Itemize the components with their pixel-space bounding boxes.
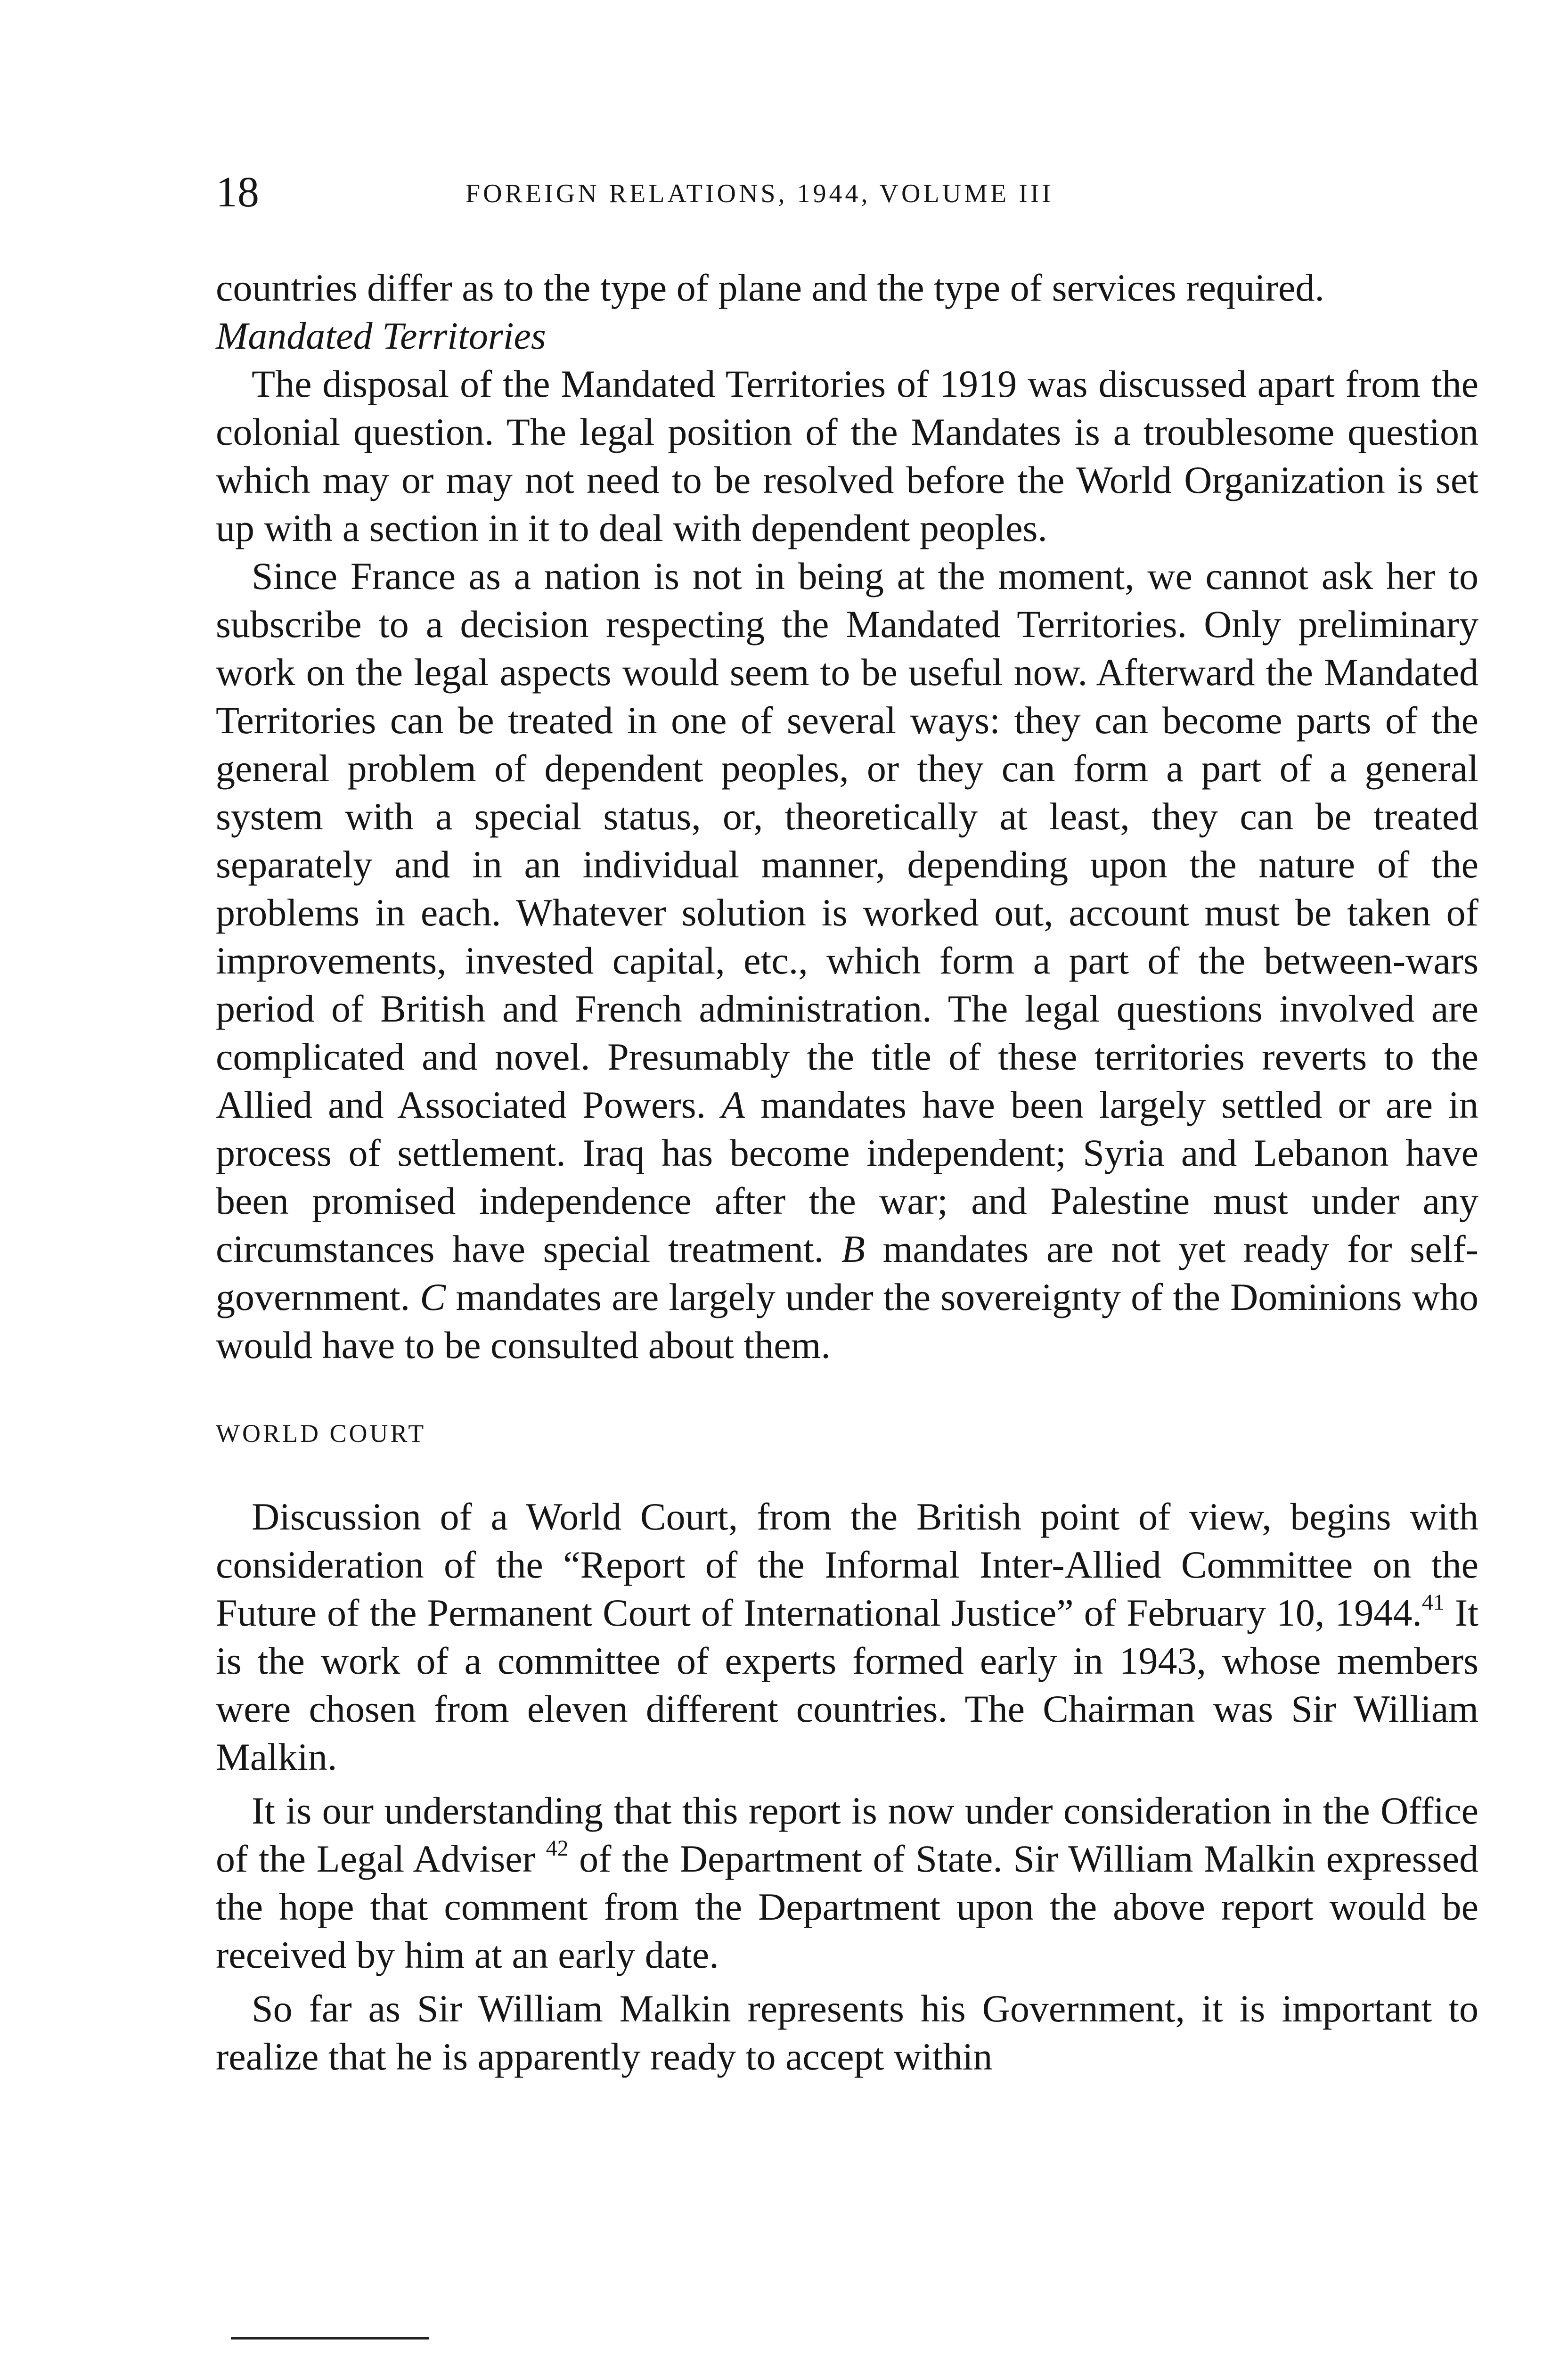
paragraph-world-court-text-2: It is the work of a committee of experts formed early in 1943, whose members were chosen from eleven different countries. The Chairman was Sir William Malkin. (216, 1591, 1478, 1778)
paragraph-legal-adviser-text-2: of the Department of State. Sir William Malkin expressed the hope that comment from the Department upon the above report would be received by him at an early date. (216, 1837, 1478, 1976)
paragraph-world-court (216, 1493, 1478, 1781)
page-header (216, 166, 1478, 222)
subheading-mandated-territories: Mandated Territories (216, 314, 546, 357)
paragraph-legal-adviser-text-1: It is our understanding that this report is now under consideration in the Office of the Legal Adviser (216, 1789, 1478, 1880)
page-number: 18 (216, 168, 259, 216)
paragraph-mandates-disposal: The disposal of the Mandated Territories of 1919 was discussed apart from the colonial question. The legal position of the Mandates is a troublesome question which may or may not need to be resolved before the World Organization is set up with a section in it to deal with dependent peoples. (216, 362, 1478, 549)
paragraph-world-court-text-1: Discussion of a World Court, from the British point of view, begins with consideration of the “Report of the Informal Inter-Allied Committee on the Future of the Permanent Court of International Justice” of February 10, 1944. (216, 1495, 1478, 1634)
footnote-ref-42: 42 (546, 1836, 569, 1861)
paragraph-legal-adviser (216, 1787, 1478, 1979)
running-head: FOREIGN RELATIONS, 1944, VOLUME III (466, 179, 1054, 208)
body-text (216, 264, 1478, 2081)
mandate-class-b-text: mandates are not yet ready for self-government. (216, 1227, 1478, 1318)
mandate-class-c: C (420, 1276, 446, 1318)
paragraph-continuation: countries differ as to the type of plane and the type of services required. (216, 266, 1324, 309)
mandate-class-c-text: mandates are largely under the sovereignty of the Dominions who would have to be consulted about them. (216, 1276, 1478, 1366)
paragraph-france-mandates (216, 552, 1478, 1369)
section-heading-world-court: WORLD COURT (216, 1419, 426, 1448)
mandate-class-a: A (721, 1083, 745, 1126)
mandate-class-b: B (841, 1227, 865, 1270)
mandate-class-a-text: mandates have been largely settled or are in process of settlement. Iraq has become independent; Syria and Lebanon have been promised independence after the war; and Palestine must under any circumstances have special treatment. (216, 1083, 1478, 1270)
paragraph-france-mandates-text: Since France as a nation is not in being at the moment, we cannot ask her to subscribe to a decision respecting the Mandated Territories. Only preliminary work on the legal aspects would seem to be useful now. Afterward the Mandated Territories can be treated in one of several ways: they can become parts of the general problem of dependent peoples, or they can form a part of a general system with a special status, or, theoretically at least, they can be treated separately and in an individual manner, depending upon the nature of the problems in each. Whatever solution is worked out, account must be taken of improvements, invested capital, etc., which form a part of the between-wars period of British and French administration. The legal questions involved are complicated and novel. Presumably the title of these territories reverts to the Allied and Associated Powers. (216, 555, 1478, 1126)
paragraph-malkin-government: So far as Sir William Malkin represents his Government, it is important to realize that he is apparently ready to accept within (216, 1987, 1478, 2078)
footnote-divider (231, 2337, 429, 2340)
footnote-ref-41: 41 (1421, 1590, 1445, 1615)
